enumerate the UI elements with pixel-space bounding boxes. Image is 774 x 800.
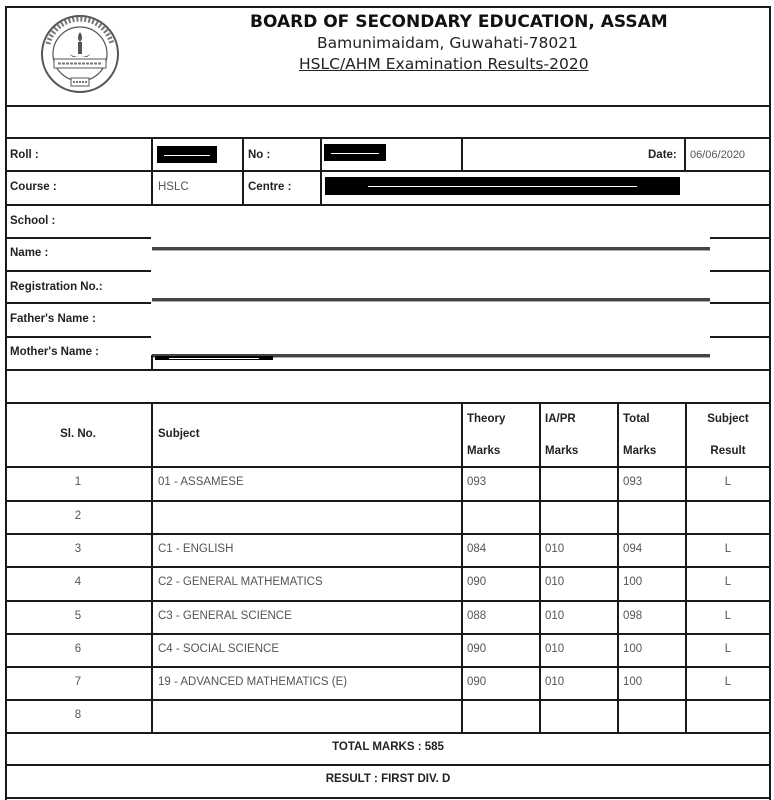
registration-label: Registration No.: xyxy=(10,281,103,293)
cell-subject: 01 - ASSAMESE xyxy=(158,476,244,488)
table-row-divider xyxy=(5,500,771,502)
col-divider xyxy=(320,137,322,204)
course-label: Course : xyxy=(10,181,57,193)
row-divider xyxy=(710,336,770,338)
no-label: No : xyxy=(248,149,271,161)
cell-iapr-marks: 010 xyxy=(545,610,565,622)
cell-subject: 19 - ADVANCED MATHEMATICS (E) xyxy=(158,676,348,688)
board-title: BOARD OF SECONDARY EDUCATION, ASSAM xyxy=(250,12,668,32)
row-divider xyxy=(5,270,151,272)
col-header-subject: Subject xyxy=(158,428,200,440)
cell-sl-no: 3 xyxy=(74,543,82,555)
cell-subject: C2 - GENERAL MATHEMATICS xyxy=(158,576,323,588)
table-row-divider xyxy=(5,600,771,602)
col-divider xyxy=(684,137,686,170)
col-divider xyxy=(461,137,463,170)
cell-subject-result: L xyxy=(724,676,732,688)
col-header-theory-line1: Theory xyxy=(467,413,506,425)
table-row-divider xyxy=(5,566,771,568)
col-header-total xyxy=(623,412,656,458)
cell-subject-result: L xyxy=(724,610,732,622)
name-label: Name : xyxy=(10,247,49,259)
cell-sl-no: 1 xyxy=(74,476,82,488)
cell-subject-result: L xyxy=(724,643,732,655)
col-header-theory xyxy=(467,412,505,458)
table-row-divider xyxy=(5,533,771,535)
col-header-total-line2: Marks xyxy=(623,445,657,457)
row-divider xyxy=(5,336,151,338)
date-value: 06/06/2020 xyxy=(690,149,746,161)
cell-iapr-marks: 010 xyxy=(545,576,565,588)
board-address: Bamunimaidam, Guwahati-78021 xyxy=(317,34,578,52)
cell-sl-no: 8 xyxy=(74,709,82,721)
row-divider xyxy=(5,764,771,766)
cell-iapr-marks: 010 xyxy=(545,676,565,688)
col-header-subject-result xyxy=(686,412,770,458)
cell-sl-no: 2 xyxy=(74,510,82,522)
col-header-iapr-line1: IA/PR xyxy=(545,413,576,425)
mother-name-label: Mother's Name : xyxy=(10,346,100,358)
cell-total-marks: 100 xyxy=(623,643,643,655)
centre-label: Centre : xyxy=(248,181,292,193)
cell-subject: C1 - ENGLISH xyxy=(158,543,234,555)
cell-theory-marks: 084 xyxy=(467,543,487,555)
exam-title: HSLC/AHM Examination Results-2020 xyxy=(299,55,589,73)
cell-subject: C3 - GENERAL SCIENCE xyxy=(158,610,292,622)
total-marks: TOTAL MARKS : 585 xyxy=(332,741,444,753)
table-row-divider xyxy=(5,732,771,734)
cell-total-marks: 094 xyxy=(623,543,643,555)
table-row-divider xyxy=(5,666,771,668)
cell-total-marks: 093 xyxy=(623,476,643,488)
col-header-sl-no: Sl. No. xyxy=(60,428,96,440)
centre-value-redacted xyxy=(325,177,680,195)
cell-sl-no: 5 xyxy=(74,610,82,622)
col-header-result-line2: Result xyxy=(710,445,746,457)
seba-emblem-icon xyxy=(40,14,120,94)
cell-subject: C4 - SOCIAL SCIENCE xyxy=(158,643,279,655)
school-label: School : xyxy=(10,215,56,227)
row-divider xyxy=(710,237,770,239)
roll-value-redacted xyxy=(157,146,217,163)
col-header-iapr xyxy=(545,412,578,458)
cell-theory-marks: 093 xyxy=(467,476,487,488)
cell-sl-no: 4 xyxy=(74,576,82,588)
no-value-redacted xyxy=(324,144,386,161)
cell-theory-marks: 088 xyxy=(467,610,487,622)
cell-theory-marks: 090 xyxy=(467,676,487,688)
row-divider xyxy=(710,302,770,304)
col-header-theory-line2: Marks xyxy=(467,445,501,457)
col-header-total-line1: Total xyxy=(623,413,650,425)
cell-subject-result: L xyxy=(724,576,732,588)
row-divider xyxy=(5,137,771,139)
frame-top xyxy=(5,6,771,8)
cell-total-marks: 100 xyxy=(623,576,643,588)
table-row-divider xyxy=(5,466,771,468)
row-divider xyxy=(5,237,151,239)
col-divider xyxy=(151,137,153,204)
header-divider xyxy=(5,105,771,107)
col-header-iapr-line2: Marks xyxy=(545,445,579,457)
col-header-result-line1: Subject xyxy=(707,413,749,425)
row-divider xyxy=(5,402,771,404)
row-divider xyxy=(5,797,771,799)
table-row-divider xyxy=(5,633,771,635)
name-value-redacted xyxy=(152,298,710,302)
date-label: Date: xyxy=(648,149,677,161)
col-divider xyxy=(151,355,153,369)
cell-theory-marks: 090 xyxy=(467,576,487,588)
col-divider xyxy=(242,137,244,204)
cell-subject-result: L xyxy=(724,476,732,488)
cell-iapr-marks: 010 xyxy=(545,543,565,555)
cell-total-marks: 100 xyxy=(623,676,643,688)
school-value-redacted xyxy=(152,247,710,251)
row-divider xyxy=(5,170,771,172)
row-divider xyxy=(5,204,771,206)
course-value: HSLC xyxy=(158,181,189,193)
cell-sl-no: 6 xyxy=(74,643,82,655)
row-divider xyxy=(5,369,771,371)
mother-value-redacted xyxy=(155,356,273,360)
father-name-label: Father's Name : xyxy=(10,313,96,325)
cell-subject-result: L xyxy=(724,543,732,555)
row-divider xyxy=(710,270,770,272)
row-divider xyxy=(5,302,151,304)
cell-sl-no: 7 xyxy=(74,676,82,688)
final-result: RESULT : FIRST DIV. D xyxy=(325,773,451,785)
cell-iapr-marks: 010 xyxy=(545,643,565,655)
cell-total-marks: 098 xyxy=(623,610,643,622)
table-row-divider xyxy=(5,699,771,701)
cell-theory-marks: 090 xyxy=(467,643,487,655)
roll-label: Roll : xyxy=(10,149,39,161)
